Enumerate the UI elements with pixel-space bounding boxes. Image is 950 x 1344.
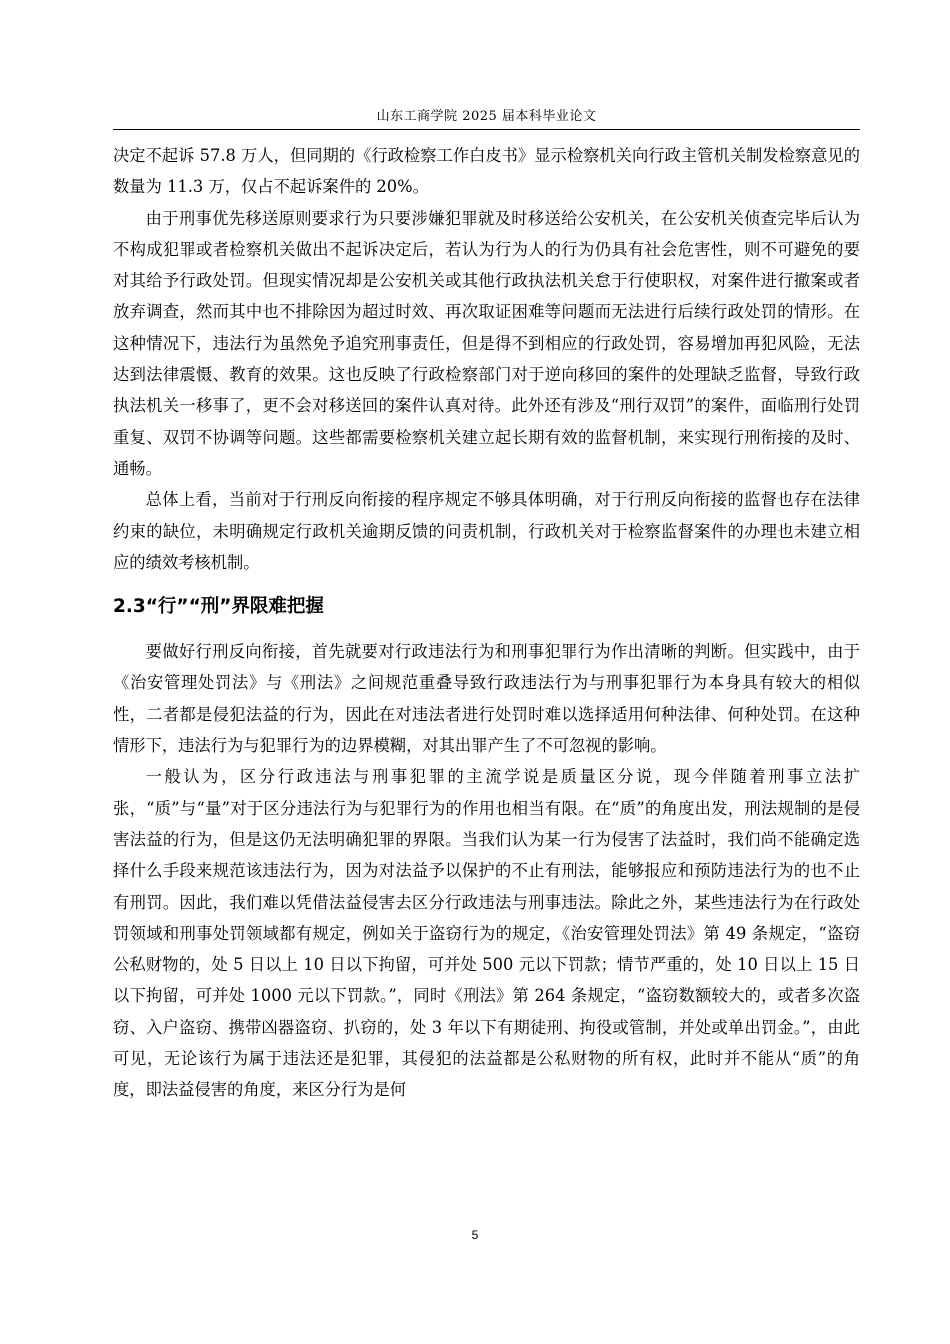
header-divider: [113, 129, 860, 130]
page-header: 山东工商学院 2025 届本科毕业论文: [376, 109, 597, 124]
paper-body: [113, 140, 860, 1106]
page-number: 5: [471, 1228, 479, 1242]
paragraph-referral-supervision: 由于刑事优先移送原则要求行为只要涉嫌犯罪就及时移送给公安机关，在公安机关侦查完毕后认为不构成犯罪或者检察机关做出不起诉决定后，若认为行为人的行为仍具有社会危害性，则不可避免的要对其给予行政处罚。但现实情况却是公安机关或其他行政执法机关怠于行使职权，对案件进行撤案或者放弃调查，然而其中也不排除因为超过时效、再次取证困难等问题而无法进行后续行政处罚的情形。在这种情况下，违法行为虽然免予追究刑事责任，但是得不到相应的行政处罚，容易增加再犯风险，无法达到法律震慑、教育的效果。这也反映了行政检察部门对于逆向移回的案件的处理缺乏监督，导致行政执法机关一移事了，更不会对移送回的案件认真对待。此外还有涉及“刑行双罚”的案件，面临刑行处罚重复、双罚不协调等问题。这些都需要检察机关建立起长期有效的监督机制，来实现行刑衔接的及时、通畅。: [113, 208, 860, 478]
paragraph-quality-quantity-theory: 一般认为，区分行政违法与刑事犯罪的主流学说是质量区分说，现今伴随着刑事立法扩张，“质”与“量”对于区分违法行为与犯罪行为的作用也相当有限。在“质”的角度出发，刑法规制的是侵害法益的行为，但是这仍无法明确犯罪的界限。当我们认为某一行为侵害了法益时，我们尚不能确定选择什么手段来规范该违法行为，因为对法益予以保护的不止有刑法，能够报应和预防违法行为的也不止有刑罚。因此，我们难以凭借法益侵害去区分行政违法与刑事违法。除此之外，某些违法行为在行政处罚领域和刑事处罚领域都有规定，例如关于盗窃行为的规定，《治安管理处罚法》第 49 条规定，“盗窃公私财物的，处 5 日以上 10 日以下拘留，可并处 500 元以下罚款；情节严重的，处 10 日以上 15 日以下拘留，可并处 1000 元以下罚款。”，同时《刑法》第 264 条规定，“盗窃数额较大的，或者多次盗窃、入户盗窃、携带凶器盗窃、扒窃的，处 3 年以下有期徒刑、拘役或管制，并处或单出罚金。”，由此可见，无论该行为属于违法还是犯罪，其侵犯的法益都是公私财物的所有权，此时并不能从“质”的角度，即法益侵害的角度，来区分行为是何: [113, 767, 860, 1100]
paragraph-summary: 总体上看，当前对于行刑反向衔接的程序规定不够具体明确，对于行刑反向衔接的监督也存在法律约束的缺位，未明确规定行政机关逾期反馈的问责机制，行政机关对于检察监督案件的办理也未建立相应的绩效考核机制。: [113, 490, 860, 572]
section-heading: 2.3“行”“刑”界限难把握: [113, 596, 324, 618]
paragraph-continuation: 决定不起诉 57.8 万人，但同期的《行政检察工作白皮书》显示检察机关向行政主管机关制发检察意见的数量为 11.3 万，仅占不起诉案件的 20%。: [113, 146, 860, 197]
paragraph-boundary-judgment: 要做好行刑反向衔接，首先就要对行政违法行为和刑事犯罪行为作出清晰的判断。但实践中，由于《治安管理处罚法》与《刑法》之间规范重叠导致行政违法行为与刑事犯罪行为本身具有较大的相似性，二者都是侵犯法益的行为，因此在对违法者进行处罚时难以选择适用何种法律、何种处罚。在这种情形下，违法行为与犯罪行为的边界模糊，对其出罪产生了不可忽视的影响。: [113, 642, 860, 756]
